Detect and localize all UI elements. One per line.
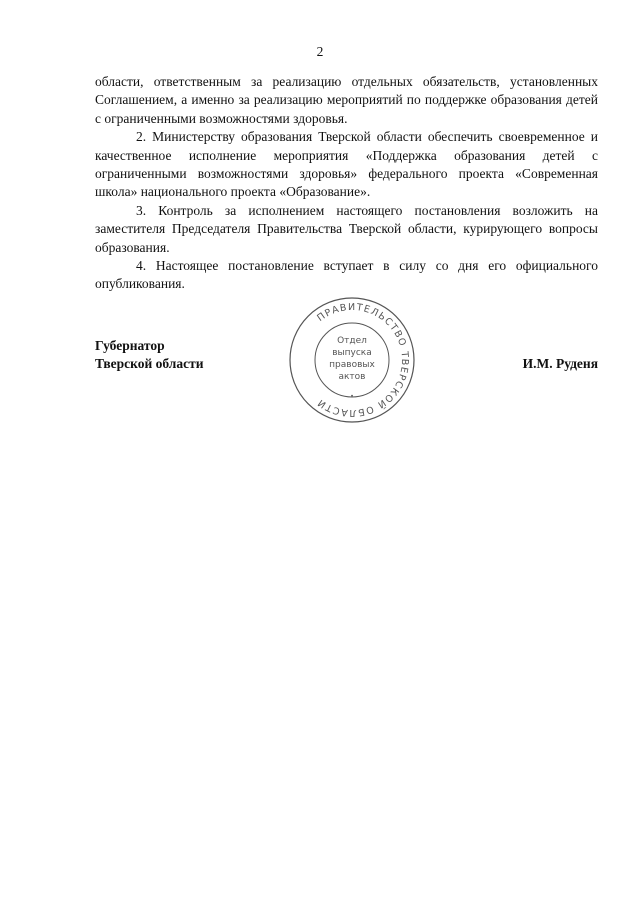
paragraph-2: 2. Министерству образования Тверской области обеспечить своевременное и качественное исполнение мероприятия «Поддержка образования детей с ограниченными возможностями здоровья» федерального проекта «Современная школа» национального проекта «Образование».: [95, 129, 598, 200]
paragraph-1: области, ответственным за реализацию отдельных обязательств, установленных Соглашением, а именно за реализацию мероприятий по поддержке образования детей с ограниченными возможностями здоровья.: [95, 74, 598, 126]
stamp-center-line-2: выпуска: [332, 348, 372, 358]
stamp-ring-text: ПРАВИТЕЛЬСТВО ТВЕРСКОЙ ОБЛАСТИ: [315, 301, 411, 419]
paragraph-4: 4. Настоящее постановление вступает в силу со дня его официального опубликования.: [95, 258, 598, 292]
stamp-star-icon: •: [350, 393, 354, 400]
signatory-position: [95, 337, 204, 374]
page-number: 2: [316, 44, 324, 59]
signatory-name: И.М. Руденя: [522, 356, 598, 371]
signatory-title: Губернатор: [95, 338, 165, 353]
stamp-center-line-4: актов: [338, 372, 366, 382]
stamp-graphic: [287, 295, 417, 425]
official-stamp: [287, 295, 417, 425]
stamp-center-line-1: Отдел: [337, 336, 367, 346]
document-body: [95, 73, 598, 294]
stamp-center-line-3: правовых: [329, 360, 375, 370]
signatory-region: Тверской области: [95, 356, 204, 372]
paragraph-3: 3. Контроль за исполнением настоящего постановления возложить на заместителя Председателя Правительства Тверской области, курирующего вопросы образования.: [95, 202, 598, 255]
